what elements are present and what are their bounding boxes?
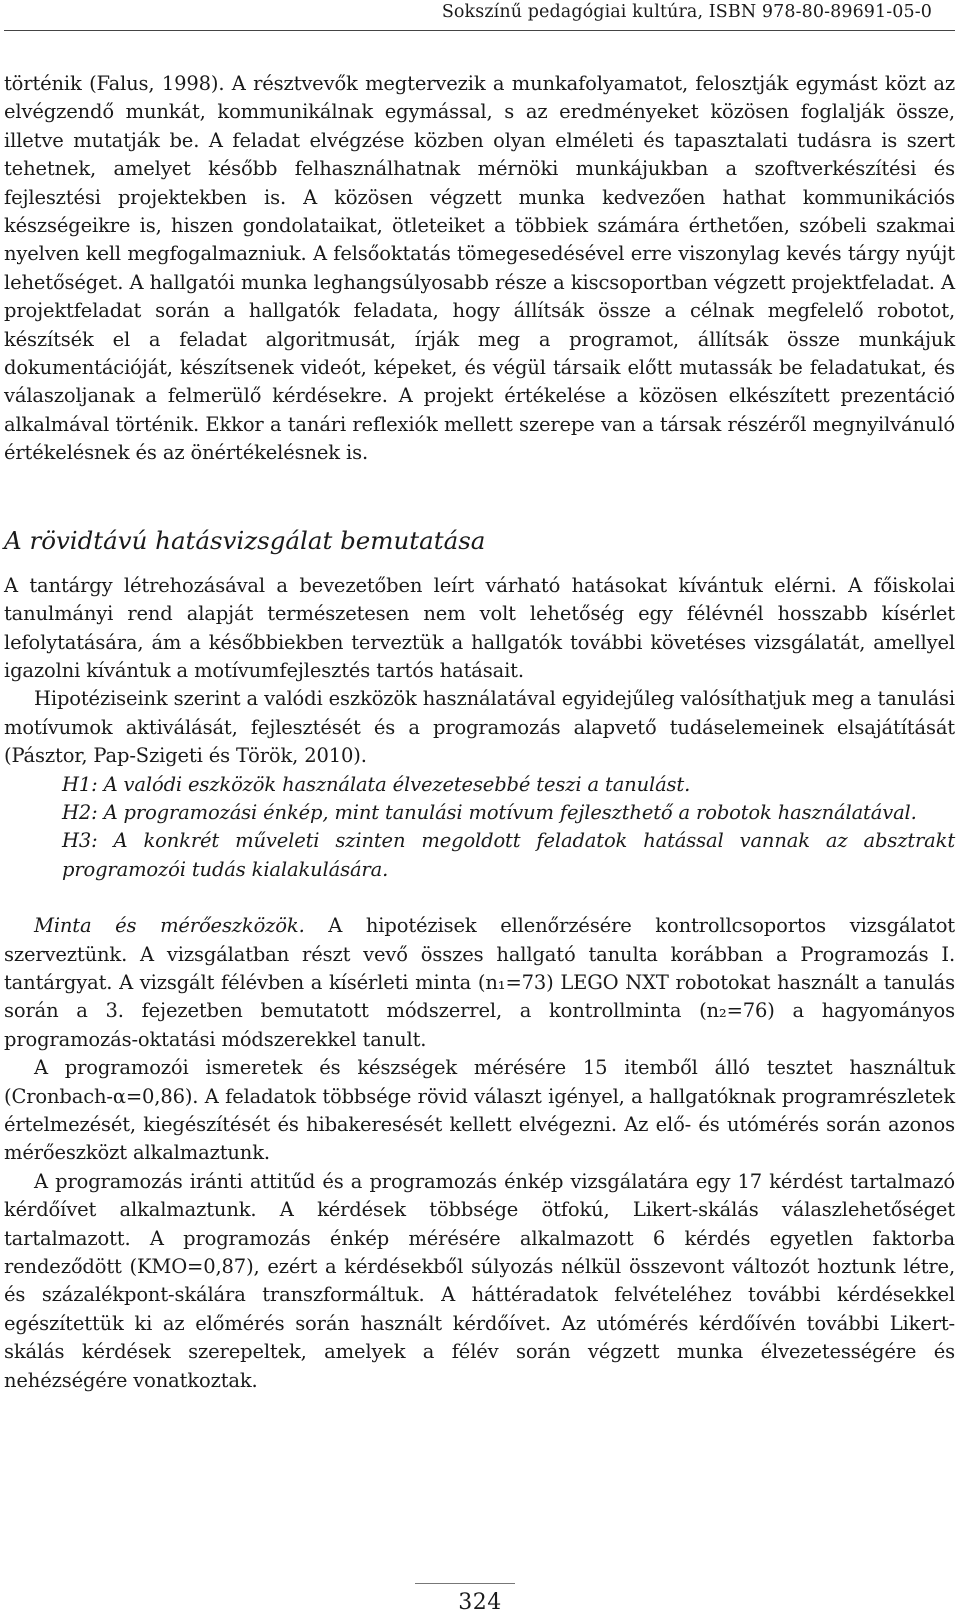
paragraph-sample [4,912,955,1054]
footer-divider [415,1583,515,1584]
subsection-lead: Minta és mérőeszközök. [34,914,305,938]
running-header: Sokszínű pedagógiai kultúra, ISBN 978-80-89691-05-0 [441,2,932,22]
paragraph-questionnaire: A programozás iránti attitűd és a programozás énkép vizsgálatára egy 17 kérdést tartalmazó kérdőívet alkalmaztunk. A kérdések többsége ötfokú, Likert-skálás válaszlehetőséget tartalmazott. A programozás énkép mérésére alkalmazott 6 kérdés egyetlen faktorba rendeződött (KMO=0,87), ezért a kérdésekből súlyozás nélkül összevont változót hoztunk létre, és százalékpont-skálára transzformáltuk. A háttéradatok felvételéhez további kérdésekkel egészítettük ki az előmérés során használt kérdőívet. Az utómérés kérdőívén további Likert-skálás kérdések szerepeltek, amelyek a félév során végzett munka élvezetességére és nehézségére vonatkoztak. [4,1169,955,1392]
hypothesis-1: H1: A valódi eszközök használata élvezetesebbé teszi a tanulást. [62,772,691,796]
paragraph-intro: A tantárgy létrehozásával a bevezetőben leírt várható hatásokat kívántuk elérni. A főiskolai tanulmányi rend alapját természetesen nem volt lehetőség egy félévnél hosszabb kísérlet lefolytatására, ám a későbbiekben terveztük a hallgatók további követéses vizsgálatát, amellyel igazolni kívántuk a motívumfejlesztés tartós hatásait. [4,573,955,682]
paragraph-hypotheses-intro: Hipotéziseink szerint a valódi eszközök használatával egyidejűleg valósíthatjuk meg a tanulási motívumok aktiválását, fejlesztését és a programozás alapvető tudáselemeinek elsajátítását (Pásztor, Pap-Szigeti és Török, 2010). [4,687,955,768]
page-number: 324 [458,1590,502,1615]
paragraph-test: A programozói ismeretek és készségek mérésére 15 itemből álló tesztet használtuk (Cronbach-α=0,86). A feladatok többsége rövid választ igényel, a hallgatóknak programrészletek értelmezését, kiegészítését és hibakeresését kellett elvégezni. Az elő- és utómérés során azonos mérőeszközt alkalmaztunk. [4,1056,955,1165]
hypothesis-3: H3: A konkrét műveleti szinten megoldott feladatok hatással vannak az absztrakt programozói tudás kialakulására. [62,829,955,881]
section-title: A rövidtávú hatásvizsgálat bemutatása [4,525,486,555]
paragraph-sample-text: A hipotézisek ellenőrzésére kontrollcsoportos vizsgálatot szerveztünk. A vizsgálatban részt vevő összes hallgató tanulta korábban a Programozás I. tantárgyat. A vizsgált félévben a kísérleti minta (n₁=73) LEGO NXT robotokat használt a tanulás során a 3. fejezetben bemutatott módszerrel, a kontrollminta (n₂=76) a hagyományos programozás-oktatási módszerekkel tanult. [4,914,955,1051]
paragraph-continuation: történik (Falus, 1998). A résztvevők megtervezik a munkafolyamatot, felosztják egymást közt az elvégzendő munkát, kommunikálnak egymással, s az eredményeket közösen foglalják össze, illetve mutatják be. A feladat elvégzése közben olyan elméleti és tapasztalati tudásra is szert tehetnek, amelyet később felhasználhatnak mérnöki munkájukban a szoftverkészítési és fejlesztési projektekben is. A közösen végzett munka kedvezően hathat kommunikációs készségeikre is, hiszen gondolataikat, ötleteiket a többiek számára érthetően, szóbeli szakmai nyelven kell megfogalmazniuk. A felsőoktatás tömegesedésével erre viszonylag kevés tárgy nyújt lehetőséget. A hallgatói munka leghangsúlyosabb része a kiscsoportban végzett projektfeladat. A projektfeladat során a hallgatók feladata, hogy állítsák össze a célnak megfelelő robotot, készítsék el a feladat algoritmusát, írják meg a programot, állítsák össze munkájuk dokumentációját, készítsenek videót, képeket, és végül társaik előtt mutassák be feladatukat, és válaszoljanak a felmerülő kérdésekre. A projekt értékelése a közösen elkészített prezentáció alkalmával történik. Ekkor a tanári reflexiók mellett szerepe van a társak részéről megnyilvánuló értékelésnek és az önértékelésnek is. [4,72,955,465]
header-divider [4,30,955,31]
spacer [4,884,955,912]
page-body [4,70,955,1395]
hypothesis-2: H2: A programozási énkép, mint tanulási motívum fejleszthető a robotok használatával. [62,800,917,824]
